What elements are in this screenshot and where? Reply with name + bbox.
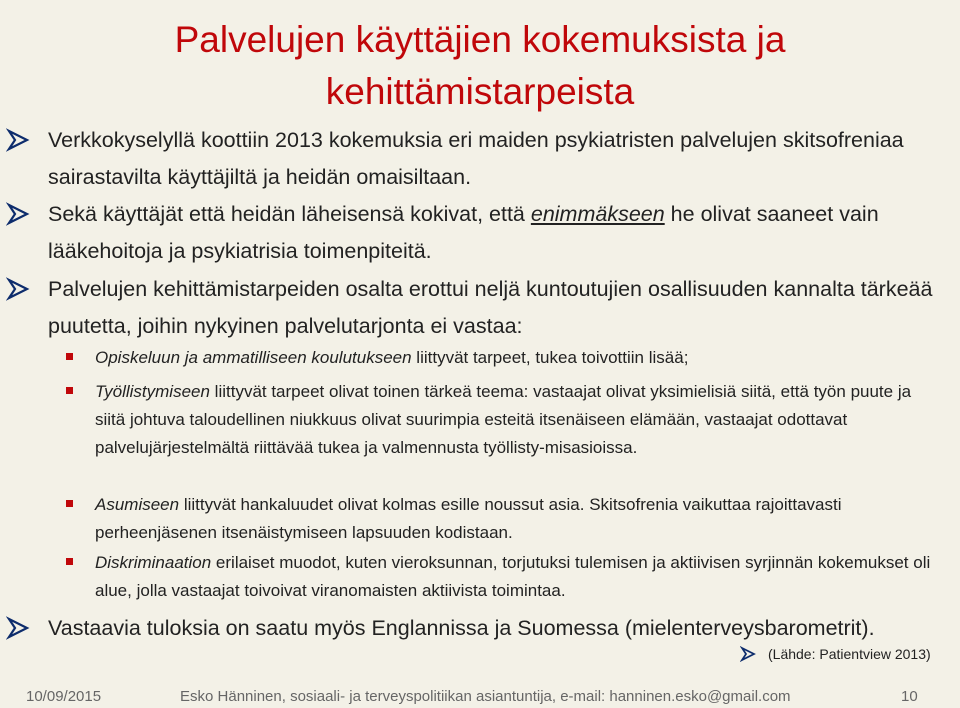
bullet-4-text: Vastaavia tuloksia on saatu myös Englannissa ja Suomessa (mielenterveysbarometrit). xyxy=(48,616,875,640)
footer-date: 10/09/2015 xyxy=(26,688,102,705)
subbullet-1-emphasis: Opiskeluun ja ammatilliseen koulutukseen xyxy=(95,348,412,367)
square-bullet-icon xyxy=(66,558,73,565)
arrow-bullet-icon xyxy=(6,128,30,152)
subbullet-3 xyxy=(95,491,935,547)
subbullet-4-emphasis: Diskriminaation xyxy=(95,553,212,572)
square-bullet-icon xyxy=(66,353,73,360)
bullet-2-emphasis: enimmäkseen xyxy=(530,202,665,226)
square-bullet-icon xyxy=(66,387,73,394)
arrow-bullet-icon xyxy=(6,202,30,226)
subbullet-1 xyxy=(95,344,935,372)
slide-title: Palvelujen käyttäjien kokemuksista ja kehittämistarpeista xyxy=(174,19,786,112)
arrow-bullet-icon xyxy=(6,616,30,640)
subbullet-4-text: erilaiset muodot, kuten vieroksunnan, torjutuksi tulemisen ja aktiivisen syrjinnän kokemukset oli alue, jolla vastaajat toivoivat viranomaisten aktiivista toimintaa. xyxy=(95,553,931,600)
slide-number: 10 xyxy=(901,688,918,705)
arrow-bullet-icon xyxy=(740,646,756,662)
bullet-1 xyxy=(48,122,943,196)
footer-author: Esko Hänninen, sosiaali- ja terveyspolitiikan asiantuntija, e-mail: hanninen.esko@gmail.com xyxy=(180,688,791,705)
subbullet-2-emphasis: Työllistymiseen xyxy=(95,382,210,401)
bullet-2-text-pre: Sekä käyttäjät että heidän läheisensä kokivat, että xyxy=(48,202,531,226)
arrow-bullet-icon xyxy=(6,277,30,301)
source-citation: (Lähde: Patientview 2013) xyxy=(768,646,931,662)
subbullet-4 xyxy=(95,549,935,605)
square-bullet-icon xyxy=(66,500,73,507)
bullet-4 xyxy=(48,610,943,647)
subbullet-2-text: liittyvät tarpeet olivat toinen tärkeä teema: vastaajat olivat yksimielisiä siitä, että työn puute ja siitä johtuva taloudellinen niukkuus olivat suurimpia esteitä itsenäiseen elämään, vastaajat odottavat palvelujärjestelmältä riittävää tukea ja valmennusta työllisty-misasioissa. xyxy=(95,382,912,457)
bullet-2 xyxy=(48,196,943,270)
subbullet-2 xyxy=(95,378,935,462)
bullet-1-text: Verkkokyselyllä koottiin 2013 kokemuksia eri maiden psykiatristen palvelujen skitsofreniaa sairastavilta käyttäjiltä ja heidän omaisiltaan. xyxy=(48,128,904,189)
bullet-3 xyxy=(48,271,943,345)
bullet-2-text-post: he olivat saaneet vain lääkehoitoja ja psykiatrisia toimenpiteitä. xyxy=(48,202,879,263)
bullet-3-text: Palvelujen kehittämistarpeiden osalta erottui neljä kuntoutujien osallisuuden kannalta tärkeää puutetta, joihin nykyinen palvelutarjonta ei vastaa: xyxy=(48,277,933,338)
subbullet-3-text: liittyvät hankaluudet olivat kolmas esille noussut asia. Skitsofrenia vaikuttaa rajoittavasti perheenjäsenen itsenäistymiseen lapsuuden kodistaan. xyxy=(95,495,842,542)
subbullet-1-text: liittyvät tarpeet, tukea toivottiin lisää; xyxy=(411,348,689,367)
subbullet-3-emphasis: Asumiseen xyxy=(95,495,180,514)
